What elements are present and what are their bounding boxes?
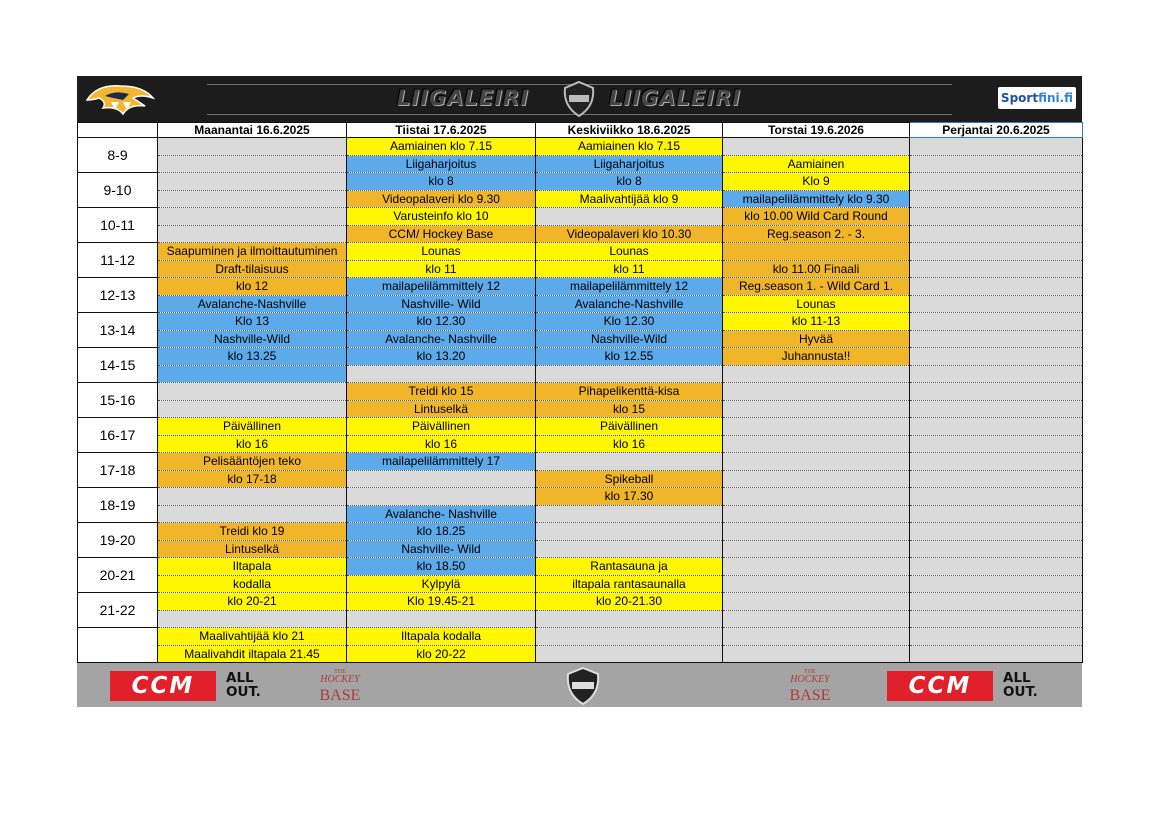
schedule-cell: Klo 12.30: [536, 313, 723, 331]
hockey-base-right-line1: THE: [804, 669, 816, 675]
schedule-cell: Päivällinen: [347, 418, 536, 436]
schedule-cell: [723, 540, 910, 558]
schedule-cell: klo 13.25: [158, 348, 347, 366]
schedule-row: [78, 435, 1083, 453]
schedule-cell: [158, 488, 347, 506]
schedule-cell: Nashville-Wild: [158, 330, 347, 348]
schedule-cell: klo 12.55: [536, 348, 723, 366]
schedule-cell: Treidi klo 19: [158, 523, 347, 541]
schedule-cell: Aamiainen klo 7.15: [536, 138, 723, 156]
schedule-row: [78, 278, 1083, 296]
schedule-cell: [723, 558, 910, 576]
schedule-row: [78, 138, 1083, 156]
schedule-cell: [536, 453, 723, 471]
schedule-cell: [723, 488, 910, 506]
schedule-cell: [910, 190, 1083, 208]
schedule-row: [78, 645, 1083, 663]
day-header: Maanantai 16.6.2025: [158, 123, 347, 138]
time-slot-label: 16-17: [78, 418, 158, 453]
schedule-cell: Nashville- Wild: [347, 295, 536, 313]
banner-title-left: LIIGALEIRI: [397, 86, 530, 110]
schedule-cell: [910, 575, 1083, 593]
schedule-cell: [723, 523, 910, 541]
ccm-logo-right: [887, 671, 1045, 701]
schedule-row: [78, 558, 1083, 576]
schedule-cell: klo 17.30: [536, 488, 723, 506]
schedule-cell: klo 16: [536, 435, 723, 453]
schedule-cell: Nashville-Wild: [536, 330, 723, 348]
schedule-cell: [536, 365, 723, 383]
all-out-line1: ALL: [226, 670, 254, 686]
predators-logo-icon: [83, 80, 157, 118]
schedule-cell: [158, 505, 347, 523]
time-slot-label: 21-22: [78, 593, 158, 628]
schedule-cell: Liigaharjoitus: [536, 155, 723, 173]
schedule-cell: Draft-tilaisuus: [158, 260, 347, 278]
schedule-cell: [910, 260, 1083, 278]
schedule-cell: Pihapelikenttä-kisa: [536, 383, 723, 401]
schedule-cell: [910, 208, 1083, 226]
schedule-cell: Lounas: [723, 295, 910, 313]
schedule-cell: klo 13.20: [347, 348, 536, 366]
schedule-row: [78, 628, 1083, 646]
schedule-cell: [723, 400, 910, 418]
schedule-row: [78, 365, 1083, 383]
schedule-row: [78, 540, 1083, 558]
schedule-cell: Klo 13: [158, 313, 347, 331]
schedule-cell: iltapala rantasaunalla: [536, 575, 723, 593]
hockey-base-logo: [315, 665, 365, 705]
schedule-cell: [347, 365, 536, 383]
schedule-cell: [723, 645, 910, 663]
schedule-cell: [536, 610, 723, 628]
all-out-slogan-right: [1003, 671, 1047, 699]
schedule-cell: [910, 400, 1083, 418]
schedule-cell: Saapuminen ja ilmoittautuminen: [158, 243, 347, 261]
schedule-cell: [910, 138, 1083, 156]
schedule-row: [78, 330, 1083, 348]
schedule-cell: [910, 225, 1083, 243]
schedule-cell: Liigaharjoitus: [347, 155, 536, 173]
time-slot-label: 18-19: [78, 488, 158, 523]
schedule-cell: [910, 383, 1083, 401]
nhl-shield-footer-icon: [564, 666, 602, 706]
time-slot-label: 14-15: [78, 348, 158, 383]
schedule-cell: [723, 243, 910, 261]
schedule-cell: mailapelilämmittely 12: [347, 278, 536, 296]
schedule-cell: Iltapala kodalla: [347, 628, 536, 646]
schedule-cell: [723, 628, 910, 646]
schedule-cell: klo 12.30: [347, 313, 536, 331]
schedule-cell: [723, 383, 910, 401]
schedule-cell: Aamiainen: [723, 155, 910, 173]
schedule-cell: [723, 418, 910, 436]
time-slot-label: 8-9: [78, 138, 158, 173]
schedule-cell: klo 18.50: [347, 558, 536, 576]
schedule-cell: [347, 470, 536, 488]
schedule-cell: Pelisääntöjen teko: [158, 453, 347, 471]
schedule-cell: [158, 190, 347, 208]
hockey-base-logo-right: [785, 665, 835, 705]
day-header: Perjantai 20.6.2025: [910, 123, 1083, 138]
schedule-cell: [910, 173, 1083, 191]
schedule-row: [78, 313, 1083, 331]
schedule-cell: Avalanche-Nashville: [536, 295, 723, 313]
time-slot-label: 20-21: [78, 558, 158, 593]
schedule-row: [78, 488, 1083, 506]
schedule-row: [78, 470, 1083, 488]
schedule-cell: [158, 610, 347, 628]
hockey-base-right-line2: HOCKEY: [790, 674, 830, 685]
schedule-cell: [910, 365, 1083, 383]
schedule-cell: klo 17-18: [158, 470, 347, 488]
schedule-cell: [536, 540, 723, 558]
schedule-cell: [158, 225, 347, 243]
schedule-cell: Rantasauna ja: [536, 558, 723, 576]
time-slot-label: 17-18: [78, 453, 158, 488]
day-header-row: [78, 123, 1083, 138]
schedule-row: [78, 260, 1083, 278]
schedule-cell: CCM/ Hockey Base: [347, 225, 536, 243]
schedule-cell: [723, 138, 910, 156]
schedule-table: [77, 122, 1083, 663]
hockey-base-line2: HOCKEY: [320, 674, 360, 685]
schedule-cell: [910, 295, 1083, 313]
schedule-cell: Varusteinfo klo 10: [347, 208, 536, 226]
schedule-row: [78, 523, 1083, 541]
schedule-row: [78, 383, 1083, 401]
schedule-cell: [910, 348, 1083, 366]
time-slot-label: 12-13: [78, 278, 158, 313]
schedule-sheet: [77, 76, 1082, 707]
day-header: Tiistai 17.6.2025: [347, 123, 536, 138]
sportfini-logo-part1: Sport: [1000, 91, 1039, 105]
schedule-cell: kodalla: [158, 575, 347, 593]
schedule-cell: klo 11: [536, 260, 723, 278]
schedule-cell: [910, 330, 1083, 348]
schedule-cell: Videopalaveri klo 9.30: [347, 190, 536, 208]
header-corner: [78, 123, 158, 138]
all-out-right-line1: ALL: [1003, 670, 1031, 686]
day-header: Torstai 19.6.2026: [723, 123, 910, 138]
schedule-cell: Päivällinen: [158, 418, 347, 436]
all-out-slogan: [226, 671, 270, 699]
schedule-cell: Maalivahtijää klo 9: [536, 190, 723, 208]
schedule-cell: klo 16: [158, 435, 347, 453]
schedule-cell: klo 20-21: [158, 593, 347, 611]
schedule-cell: [910, 313, 1083, 331]
time-slot-label: 13-14: [78, 313, 158, 348]
schedule-cell: klo 8: [536, 173, 723, 191]
time-slot-label: [78, 628, 158, 663]
schedule-cell: Nashville- Wild: [347, 540, 536, 558]
hockey-base-right-line3: BASE: [789, 687, 831, 704]
schedule-cell: [723, 470, 910, 488]
schedule-cell: [536, 208, 723, 226]
time-slot-label: 10-11: [78, 208, 158, 243]
schedule-row: [78, 593, 1083, 611]
schedule-cell: klo 16: [347, 435, 536, 453]
schedule-cell: [910, 278, 1083, 296]
schedule-cell: Päivällinen: [536, 418, 723, 436]
schedule-cell: [536, 523, 723, 541]
schedule-cell: [910, 488, 1083, 506]
ccm-logo: [110, 671, 268, 701]
schedule-cell: [910, 610, 1083, 628]
schedule-cell: mailapelilämmittely 12: [536, 278, 723, 296]
schedule-cell: [158, 383, 347, 401]
schedule-cell: klo 11.00 Finaali: [723, 260, 910, 278]
schedule-cell: [910, 243, 1083, 261]
schedule-cell: Avalanche- Nashville: [347, 330, 536, 348]
schedule-cell: Kylpylä: [347, 575, 536, 593]
schedule-cell: [910, 523, 1083, 541]
schedule-cell: Lintuselkä: [347, 400, 536, 418]
schedule-cell: [723, 505, 910, 523]
schedule-cell: [347, 488, 536, 506]
schedule-cell: [910, 435, 1083, 453]
schedule-cell: klo 11: [347, 260, 536, 278]
time-slot-label: 9-10: [78, 173, 158, 208]
schedule-cell: [910, 470, 1083, 488]
time-slot-label: 11-12: [78, 243, 158, 278]
schedule-cell: Hyvää: [723, 330, 910, 348]
schedule-cell: [723, 593, 910, 611]
schedule-row: [78, 348, 1083, 366]
schedule-row: [78, 155, 1083, 173]
schedule-cell: Iltapala: [158, 558, 347, 576]
schedule-row: [78, 418, 1083, 436]
schedule-cell: [723, 610, 910, 628]
schedule-cell: klo 20-22: [347, 645, 536, 663]
schedule-cell: Lounas: [347, 243, 536, 261]
top-banner: [77, 76, 1082, 122]
sportfini-logo-part2: fini.fi: [1038, 91, 1074, 105]
schedule-cell: [910, 540, 1083, 558]
schedule-cell: klo 18.25: [347, 523, 536, 541]
schedule-cell: klo 15: [536, 400, 723, 418]
schedule-row: [78, 208, 1083, 226]
schedule-cell: Reg.season 2. - 3.: [723, 225, 910, 243]
schedule-cell: [910, 558, 1083, 576]
schedule-row: [78, 453, 1083, 471]
schedule-cell: [723, 435, 910, 453]
schedule-cell: klo 10.00 Wild Card Round: [723, 208, 910, 226]
schedule-cell: klo 20-21.30: [536, 593, 723, 611]
schedule-cell: [910, 505, 1083, 523]
schedule-cell: Avalanche-Nashville: [158, 295, 347, 313]
schedule-cell: [347, 610, 536, 628]
schedule-cell: [158, 155, 347, 173]
schedule-cell: Klo 9: [723, 173, 910, 191]
schedule-cell: [910, 628, 1083, 646]
all-out-line2: OUT.: [226, 684, 261, 700]
schedule-cell: [723, 365, 910, 383]
schedule-row: [78, 173, 1083, 191]
schedule-cell: [910, 155, 1083, 173]
schedule-cell: Maalivahdit iltapala 21.45: [158, 645, 347, 663]
schedule-cell: Treidi klo 15: [347, 383, 536, 401]
schedule-cell: [158, 400, 347, 418]
schedule-row: [78, 400, 1083, 418]
schedule-cell: mailapelilämmittely klo 9.30: [723, 190, 910, 208]
schedule-cell: [723, 453, 910, 471]
schedule-row: [78, 505, 1083, 523]
schedule-cell: [536, 628, 723, 646]
time-slot-label: 15-16: [78, 383, 158, 418]
hockey-base-line3: BASE: [319, 687, 361, 704]
schedule-cell: Maalivahtijää klo 21: [158, 628, 347, 646]
schedule-cell: [158, 208, 347, 226]
schedule-cell: [910, 645, 1083, 663]
schedule-row: [78, 243, 1083, 261]
schedule-cell: [910, 418, 1083, 436]
schedule-cell: Aamiainen klo 7.15: [347, 138, 536, 156]
nhl-shield-icon: [561, 80, 597, 118]
ccm-wordmark: CCM: [131, 673, 195, 699]
all-out-right-line2: OUT.: [1003, 684, 1038, 700]
schedule-row: [78, 295, 1083, 313]
schedule-row: [78, 190, 1083, 208]
schedule-row: [78, 610, 1083, 628]
schedule-cell: Klo 19.45-21: [347, 593, 536, 611]
schedule-cell: Avalanche- Nashville: [347, 505, 536, 523]
sportfini-logo[interactable]: [998, 87, 1076, 109]
schedule-cell: Lounas: [536, 243, 723, 261]
schedule-cell: Juhannusta!!: [723, 348, 910, 366]
ccm-wordmark-right: CCM: [908, 673, 972, 699]
schedule-row: [78, 575, 1083, 593]
schedule-cell: [910, 593, 1083, 611]
schedule-cell: Videopalaveri klo 10.30: [536, 225, 723, 243]
schedule-cell: Reg.season 1. - Wild Card 1.: [723, 278, 910, 296]
schedule-cell: Lintuselkä: [158, 540, 347, 558]
schedule-cell: [158, 173, 347, 191]
schedule-cell: [158, 138, 347, 156]
schedule-cell: mailapelilämmittely 17: [347, 453, 536, 471]
banner-title-right: LIIGALEIRI: [609, 86, 742, 110]
schedule-cell: [158, 365, 347, 383]
schedule-cell: klo 11-13: [723, 313, 910, 331]
schedule-row: [78, 225, 1083, 243]
schedule-cell: klo 12: [158, 278, 347, 296]
schedule-cell: klo 8: [347, 173, 536, 191]
sponsor-footer: [77, 663, 1082, 707]
time-slot-label: 19-20: [78, 523, 158, 558]
schedule-cell: Spikeball: [536, 470, 723, 488]
schedule-cell: [723, 575, 910, 593]
day-header: Keskiviikko 18.6.2025: [536, 123, 723, 138]
schedule-cell: [910, 453, 1083, 471]
schedule-cell: [536, 505, 723, 523]
schedule-cell: [536, 645, 723, 663]
hockey-base-line1: THE: [334, 669, 346, 675]
